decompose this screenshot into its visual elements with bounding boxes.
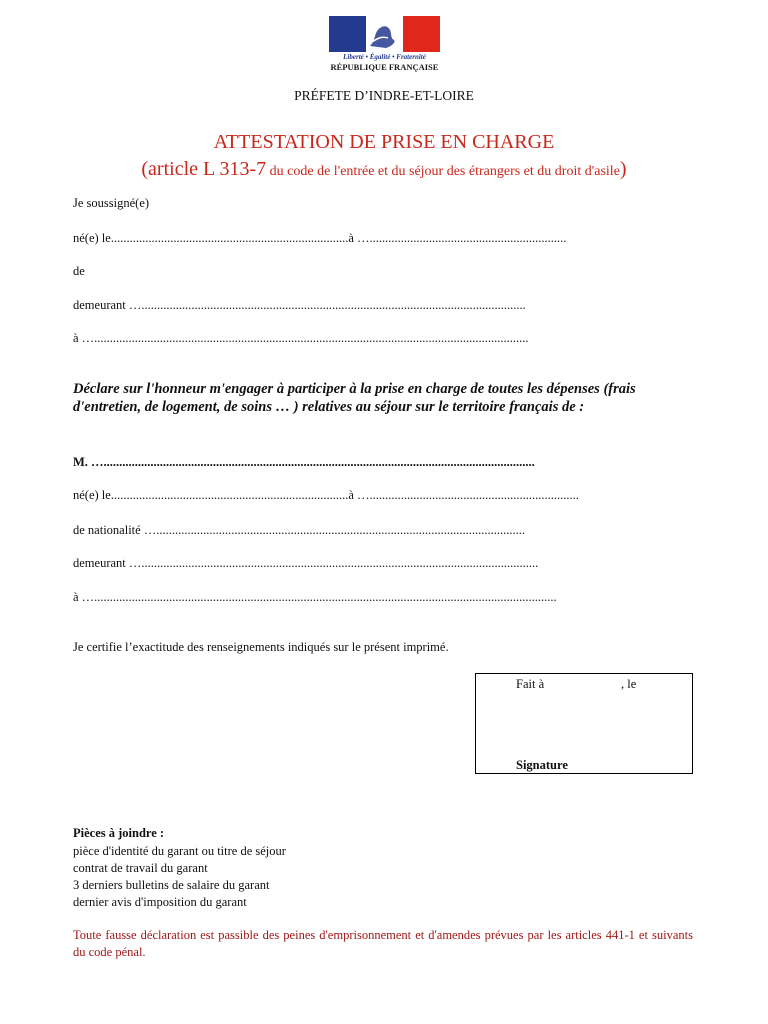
piece-item: dernier avis d'imposition du garant xyxy=(73,895,247,909)
piece-item: 3 derniers bulletins de salaire du garant xyxy=(73,878,270,892)
pieces-list xyxy=(73,843,286,911)
article-description: du code de l'entrée et du séjour des étrangers et du droit d'asile xyxy=(266,164,620,179)
signature-box[interactable] xyxy=(475,673,693,774)
pieces-title: Pièces à joindre : xyxy=(73,826,165,840)
declaration-text: Déclare sur l'honneur m'engager à participer à la prise en charge de toutes les dépenses (frais d'entretien, de logement, de soins … ) relatives au séjour sur le territoire français de : xyxy=(73,381,636,415)
certification-text: Je certifie l’exactitude des renseignements indiqués sur le présent imprimé. xyxy=(73,640,449,654)
beneficiary-nationality-line[interactable]: de nationalité …...................................................................................................................... xyxy=(73,523,526,537)
signature-label: Signature xyxy=(516,758,568,772)
soussigne-label: Je soussigné(e) xyxy=(73,196,150,210)
piece-item: pièce d'identité du garant ou titre de séjour xyxy=(73,844,286,858)
garant-de-line[interactable]: de xyxy=(73,264,85,278)
article-close-paren: ) xyxy=(619,158,627,180)
marianne-flag-icon xyxy=(329,16,440,52)
beneficiary-birth-line[interactable]: né(e) le............................................................................à …................................................................... xyxy=(73,488,579,502)
republic-motto: Liberté • Égalité • Fraternité xyxy=(343,53,426,61)
penal-warning: Toute fausse déclaration est passible des peines d'emprisonnement et d'amendes prévues par les articles 441-1 et suivants du code pénal. xyxy=(73,928,693,959)
beneficiary-name-line[interactable]: M. ….......................................................................................................................................... xyxy=(73,455,535,469)
fait-a-label: Fait à xyxy=(516,677,545,691)
garant-address-line[interactable]: demeurant …........................................................................................................................... xyxy=(73,298,526,312)
marianne-profile-icon xyxy=(366,16,403,52)
article-reference: (article L 313-7 xyxy=(141,158,267,180)
document-subtitle xyxy=(0,158,768,181)
fait-a-line xyxy=(516,677,637,692)
piece-item: contrat de travail du garant xyxy=(73,861,208,875)
garant-city-line[interactable]: à …........................................................................................................................................... xyxy=(73,331,529,345)
date-label: , le xyxy=(621,677,637,691)
beneficiary-city-line[interactable]: à ….................................................................................................................................................... xyxy=(73,590,557,604)
garant-birth-line[interactable]: né(e) le............................................................................à …............................................................... xyxy=(73,231,567,245)
republique-francaise-logo xyxy=(329,16,440,79)
beneficiary-address-line[interactable]: demeurant …............................................................................................................................... xyxy=(73,556,539,570)
document-title: ATTESTATION DE PRISE EN CHARGE xyxy=(213,131,555,153)
republique-francaise-label: RÉPUBLIQUE FRANÇAISE xyxy=(330,62,439,72)
prefecture-heading: PRÉFETE D’INDRE-ET-LOIRE xyxy=(294,88,474,103)
